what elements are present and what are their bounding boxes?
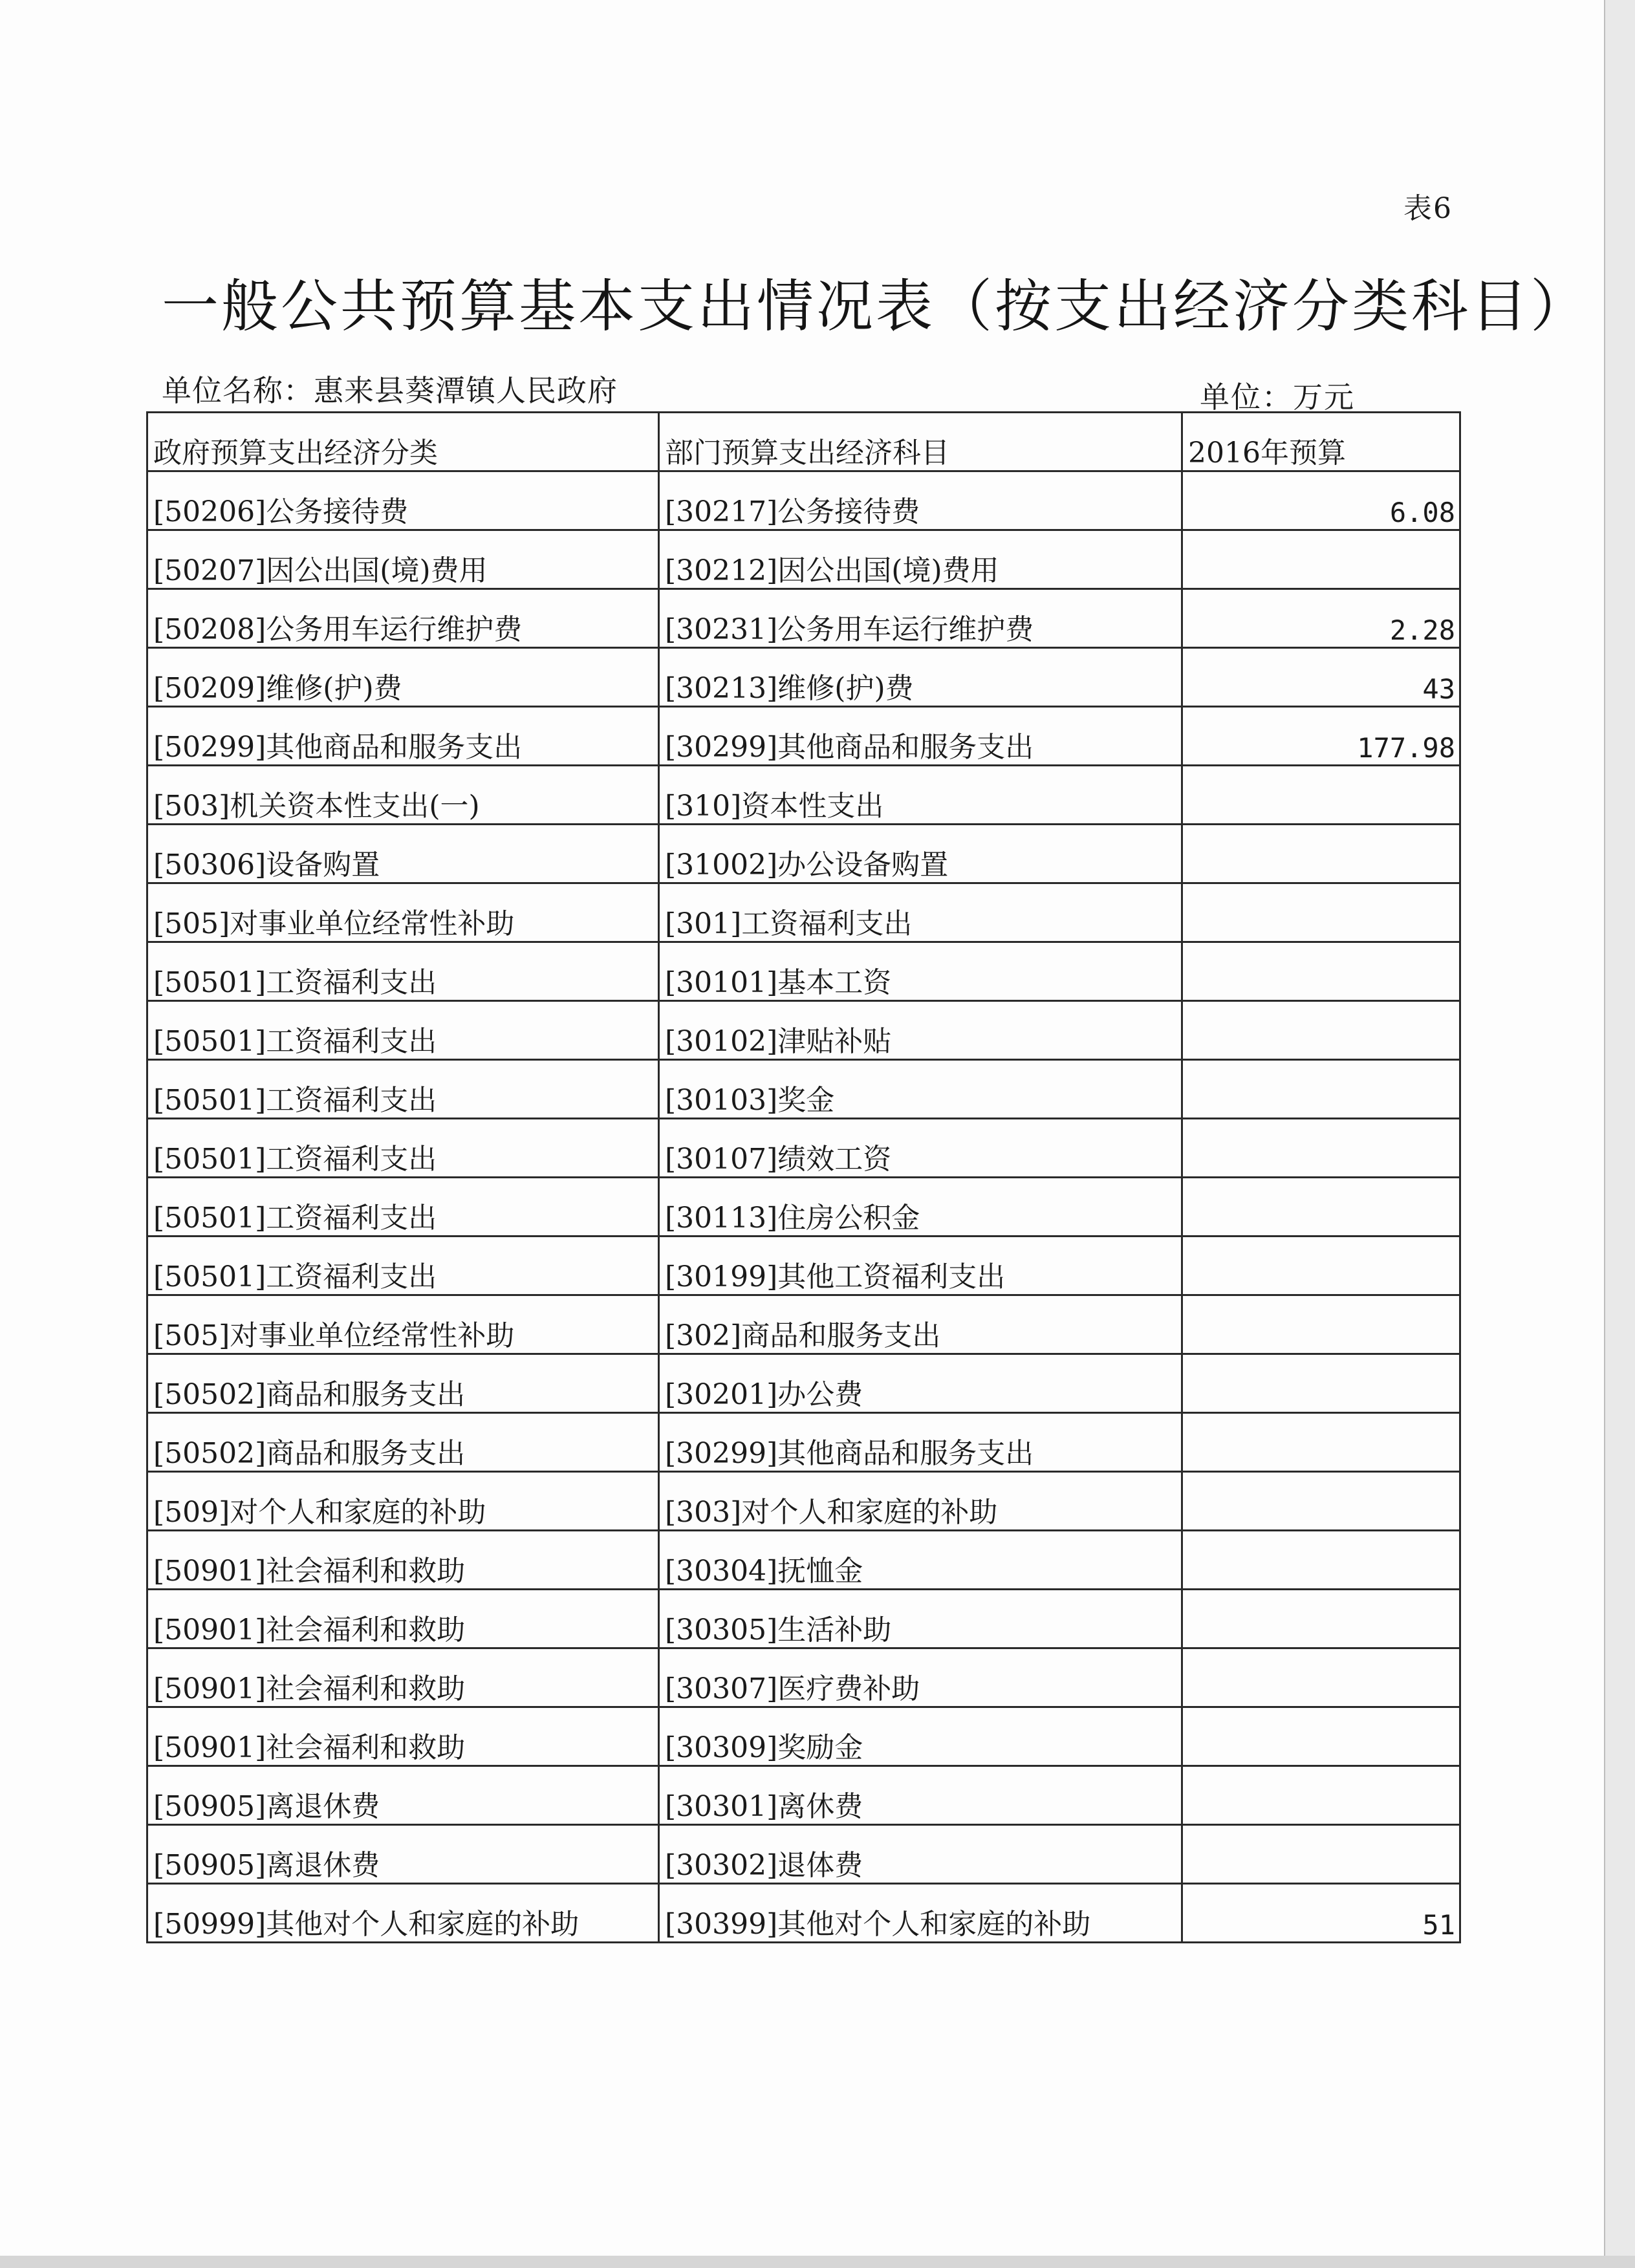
budget-amount-cell — [1182, 1413, 1460, 1472]
gov-classification-cell: [503]机关资本性支出(一) — [147, 766, 659, 825]
budget-amount-cell: 2.28 — [1182, 589, 1460, 648]
dept-subject-cell: [30305]生活补助 — [659, 1590, 1182, 1648]
dept-subject-cell: [30399]其他对个人和家庭的补助 — [659, 1884, 1182, 1943]
budget-amount-cell — [1182, 766, 1460, 825]
dept-subject-cell: [30307]医疗费补助 — [659, 1648, 1182, 1707]
dept-subject-cell: [30199]其他工资福利支出 — [659, 1237, 1182, 1295]
header-dept-subject: 部门预算支出经济科目 — [659, 413, 1182, 471]
budget-amount-cell — [1182, 883, 1460, 942]
budget-amount-cell — [1182, 1060, 1460, 1119]
budget-amount-cell: 51 — [1182, 1884, 1460, 1943]
gov-classification-cell: [50501]工资福利支出 — [147, 1178, 659, 1237]
table-row — [147, 1590, 1460, 1648]
scan-edge-bottom — [0, 2256, 1635, 2268]
gov-classification-cell: [50502]商品和服务支出 — [147, 1413, 659, 1472]
table-row — [147, 648, 1460, 707]
dept-subject-cell: [30302]退体费 — [659, 1825, 1182, 1884]
dept-subject-cell: [302]商品和服务支出 — [659, 1295, 1182, 1354]
gov-classification-cell: [50905]离退休费 — [147, 1766, 659, 1825]
budget-amount-cell — [1182, 1766, 1460, 1825]
table-body — [147, 471, 1460, 1943]
table-row — [147, 942, 1460, 1001]
document-title: 一般公共预算基本支出情况表（按支出经济分类科目） — [162, 273, 1590, 340]
dept-subject-cell: [30113]住房公积金 — [659, 1178, 1182, 1237]
table-header-row — [147, 413, 1460, 471]
dept-subject-cell: [30217]公务接待费 — [659, 471, 1182, 530]
budget-amount-cell — [1182, 530, 1460, 589]
dept-subject-cell: [30102]津贴补贴 — [659, 1001, 1182, 1060]
gov-classification-cell: [509]对个人和家庭的补助 — [147, 1472, 659, 1531]
gov-classification-cell: [50901]社会福利和救助 — [147, 1648, 659, 1707]
gov-classification-cell: [50502]商品和服务支出 — [147, 1354, 659, 1413]
gov-classification-cell: [50208]公务用车运行维护费 — [147, 589, 659, 648]
gov-classification-cell: [50901]社会福利和救助 — [147, 1531, 659, 1590]
scan-edge-right — [1604, 0, 1635, 2268]
gov-classification-cell: [50501]工资福利支出 — [147, 1237, 659, 1295]
table-row — [147, 1119, 1460, 1178]
header-budget-2016: 2016年预算 — [1182, 413, 1460, 471]
dept-subject-cell: [30304]抚恤金 — [659, 1531, 1182, 1590]
table-row — [147, 471, 1460, 530]
gov-classification-cell: [50206]公务接待费 — [147, 471, 659, 530]
currency-unit: 单位：万元 — [1200, 380, 1355, 415]
budget-amount-cell — [1182, 942, 1460, 1001]
gov-classification-cell: [50999]其他对个人和家庭的补助 — [147, 1884, 659, 1943]
table-row — [147, 1178, 1460, 1237]
budget-amount-cell — [1182, 1825, 1460, 1884]
gov-classification-cell: [50901]社会福利和救助 — [147, 1590, 659, 1648]
table-row — [147, 707, 1460, 766]
dept-subject-cell: [30107]绩效工资 — [659, 1119, 1182, 1178]
budget-amount-cell — [1182, 1472, 1460, 1531]
table-row — [147, 1707, 1460, 1766]
budget-amount-cell: 43 — [1182, 648, 1460, 707]
gov-classification-cell: [50905]离退休费 — [147, 1825, 659, 1884]
gov-classification-cell: [50501]工资福利支出 — [147, 1060, 659, 1119]
budget-amount-cell — [1182, 1354, 1460, 1413]
gov-classification-cell: [50501]工资福利支出 — [147, 1001, 659, 1060]
dept-subject-cell: [303]对个人和家庭的补助 — [659, 1472, 1182, 1531]
table-row — [147, 1472, 1460, 1531]
budget-table — [146, 411, 1461, 1943]
budget-amount-cell — [1182, 1707, 1460, 1766]
dept-subject-cell: [30212]因公出国(境)费用 — [659, 530, 1182, 589]
gov-classification-cell: [505]对事业单位经常性补助 — [147, 883, 659, 942]
table-row — [147, 825, 1460, 883]
gov-classification-cell: [505]对事业单位经常性补助 — [147, 1295, 659, 1354]
dept-subject-cell: [30101]基本工资 — [659, 942, 1182, 1001]
budget-amount-cell: 177.98 — [1182, 707, 1460, 766]
table-row — [147, 1413, 1460, 1472]
gov-classification-cell: [50501]工资福利支出 — [147, 942, 659, 1001]
table-row — [147, 1766, 1460, 1825]
gov-classification-cell: [50209]维修(护)费 — [147, 648, 659, 707]
budget-amount-cell: 6.08 — [1182, 471, 1460, 530]
budget-amount-cell — [1182, 1590, 1460, 1648]
gov-classification-cell: [50306]设备购置 — [147, 825, 659, 883]
dept-subject-cell: [30299]其他商品和服务支出 — [659, 707, 1182, 766]
table-row — [147, 1825, 1460, 1884]
header-gov-classification: 政府预算支出经济分类 — [147, 413, 659, 471]
table-row — [147, 1295, 1460, 1354]
budget-amount-cell — [1182, 1531, 1460, 1590]
gov-classification-cell: [50501]工资福利支出 — [147, 1119, 659, 1178]
budget-amount-cell — [1182, 825, 1460, 883]
dept-subject-cell: [30201]办公费 — [659, 1354, 1182, 1413]
table-row — [147, 1060, 1460, 1119]
table-row — [147, 766, 1460, 825]
budget-amount-cell — [1182, 1001, 1460, 1060]
dept-subject-cell: [30103]奖金 — [659, 1060, 1182, 1119]
dept-subject-cell: [310]资本性支出 — [659, 766, 1182, 825]
gov-classification-cell: [50207]因公出国(境)费用 — [147, 530, 659, 589]
budget-amount-cell — [1182, 1648, 1460, 1707]
table-row — [147, 530, 1460, 589]
unit-name: 单位名称：惠来县葵潭镇人民政府 — [162, 373, 618, 408]
budget-amount-cell — [1182, 1237, 1460, 1295]
dept-subject-cell: [30213]维修(护)费 — [659, 648, 1182, 707]
budget-amount-cell — [1182, 1119, 1460, 1178]
table-row — [147, 1237, 1460, 1295]
budget-amount-cell — [1182, 1178, 1460, 1237]
gov-classification-cell: [50299]其他商品和服务支出 — [147, 707, 659, 766]
table-row — [147, 1531, 1460, 1590]
dept-subject-cell: [301]工资福利支出 — [659, 883, 1182, 942]
dept-subject-cell: [31002]办公设备购置 — [659, 825, 1182, 883]
table-row — [147, 1354, 1460, 1413]
gov-classification-cell: [50901]社会福利和救助 — [147, 1707, 659, 1766]
table-row — [147, 1884, 1460, 1943]
table-row — [147, 1648, 1460, 1707]
table-row — [147, 589, 1460, 648]
table-row — [147, 1001, 1460, 1060]
dept-subject-cell: [30301]离休费 — [659, 1766, 1182, 1825]
budget-amount-cell — [1182, 1295, 1460, 1354]
table-number: 表6 — [1403, 192, 1453, 225]
table-row — [147, 883, 1460, 942]
dept-subject-cell: [30231]公务用车运行维护费 — [659, 589, 1182, 648]
dept-subject-cell: [30309]奖励金 — [659, 1707, 1182, 1766]
dept-subject-cell: [30299]其他商品和服务支出 — [659, 1413, 1182, 1472]
